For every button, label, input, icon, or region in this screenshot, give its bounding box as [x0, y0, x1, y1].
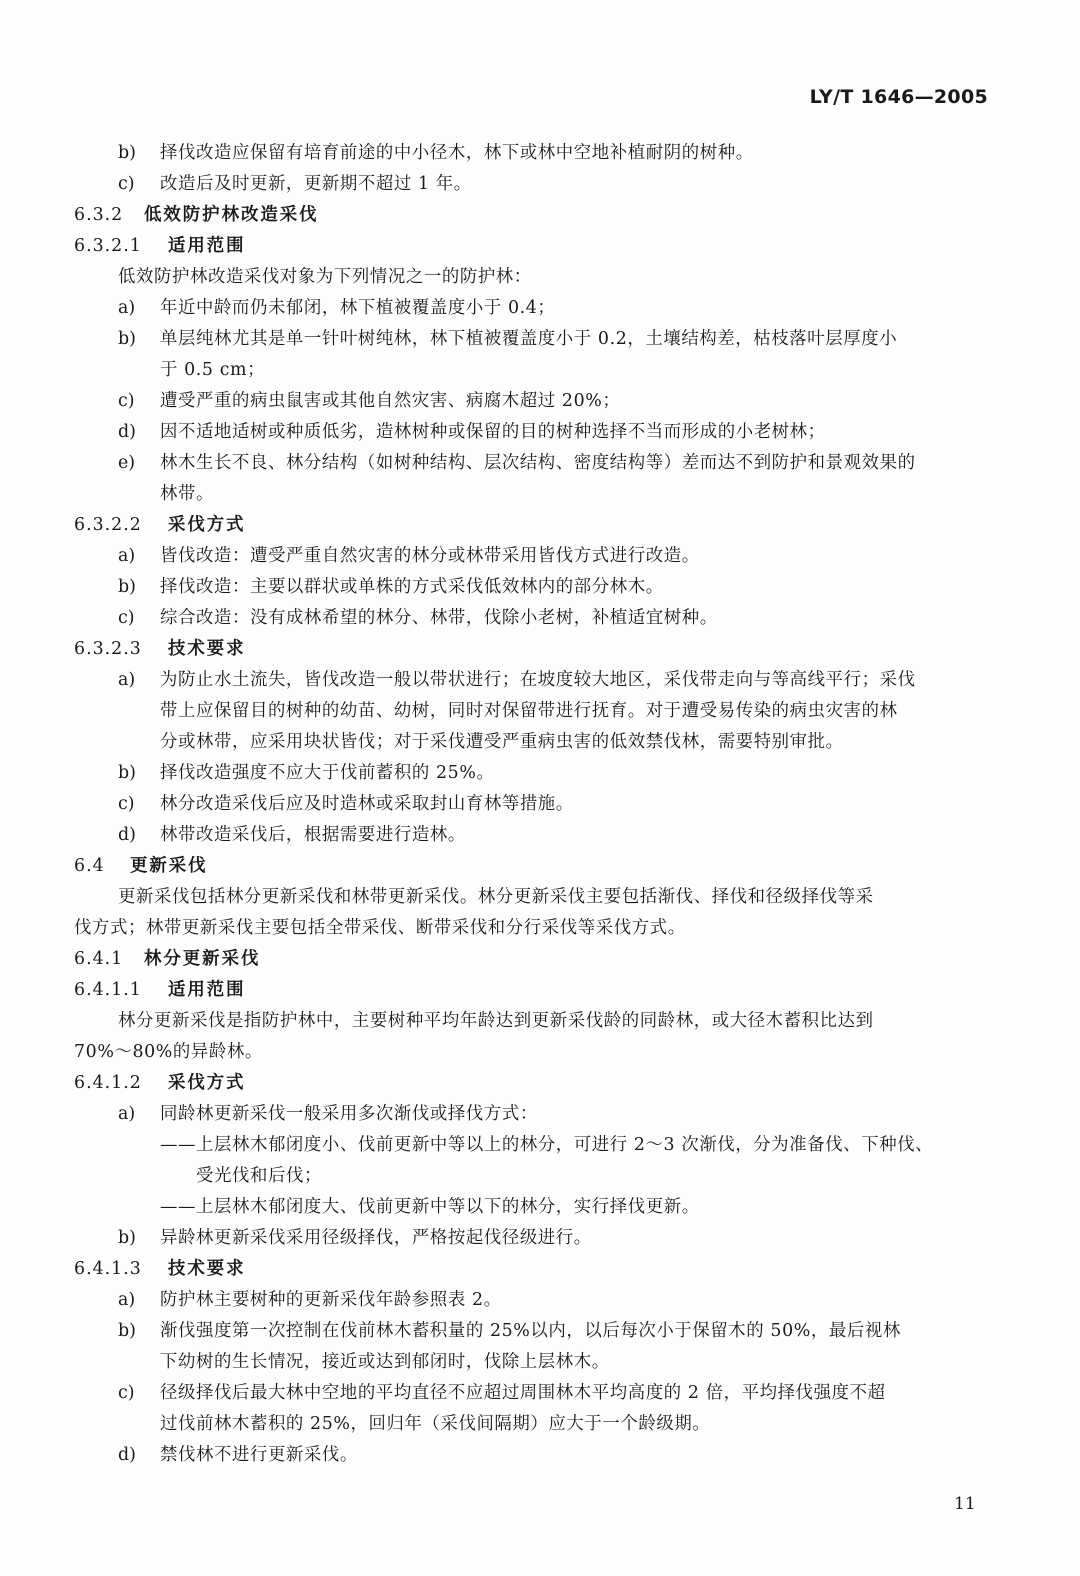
- section-heading: [72, 1254, 988, 1285]
- list-item-text: 单层纯林尤其是单一针叶树纯林，林下植被覆盖度小于 0.2，土壤结构差，枯枝落叶层厚度小: [160, 329, 898, 349]
- list-marker: a): [118, 670, 136, 690]
- list-item-continuation: 林带。: [160, 484, 214, 504]
- list-item: [72, 603, 988, 634]
- list-item-continuation: 于 0.5 cm；: [160, 360, 266, 380]
- paragraph-line: 更新采伐包括林分更新采伐和林带更新采伐。林分更新采伐主要包括渐伐、择伐和径级择伐等采: [118, 887, 874, 907]
- list-marker: e): [118, 453, 136, 473]
- section-heading: [72, 1068, 988, 1099]
- list-item-text: 为防止水土流失，皆伐改造一般以带状进行；在坡度较大地区，采伐带走向与等高线平行；采伐: [160, 670, 916, 690]
- section-number: 6.3.2.3: [74, 639, 142, 659]
- list-item: [72, 293, 988, 324]
- list-marker: c): [118, 608, 135, 628]
- list-item: [72, 448, 988, 479]
- list-marker: b): [118, 329, 136, 349]
- list-item: [72, 1316, 988, 1347]
- section-title: 采伐方式: [168, 515, 246, 535]
- section-title: 适用范围: [168, 236, 246, 256]
- list-item: [72, 386, 988, 417]
- list-item: [72, 1440, 988, 1471]
- list-item: [72, 572, 988, 603]
- list-marker: b): [118, 577, 136, 597]
- list-item-continuation: 带上应保留目的树种的幼苗、幼树，同时对保留带进行抚育。对于遭受易传染的病虫灾害的林: [160, 701, 898, 721]
- list-marker: b): [118, 1228, 136, 1248]
- list-item-text: 遭受严重的病虫鼠害或其他自然灾害、病腐木超过 20%；: [160, 391, 621, 411]
- list-marker: c): [118, 1383, 135, 1403]
- section-number: 6.3.2.2: [74, 515, 142, 535]
- list-item-text: 改造后及时更新，更新期不超过 1 年。: [160, 174, 472, 194]
- list-marker: a): [118, 1290, 136, 1310]
- paragraph-line: 林分更新采伐是指防护林中，主要树种平均年龄达到更新采伐龄的同龄林，或大径木蓄积比达到: [118, 1011, 874, 1031]
- list-item: [72, 1285, 988, 1316]
- list-marker: a): [118, 1104, 136, 1124]
- document-body: [72, 138, 988, 1471]
- list-item-text: 径级择伐后最大林中空地的平均直径不应超过周围林木平均高度的 2 倍，平均择伐强度不超: [160, 1383, 886, 1403]
- section-number: 6.4.1.1: [74, 980, 142, 1000]
- list-item-text: 皆伐改造：遭受严重自然灾害的林分或林带采用皆伐方式进行改造。: [160, 546, 700, 566]
- list-marker: c): [118, 391, 135, 411]
- list-item-text: 因不适地适树或种质低劣，造林树种或保留的目的树种选择不当而形成的小老树林；: [160, 422, 826, 442]
- section-number: 6.4.1: [74, 949, 124, 969]
- list-item: [72, 789, 988, 820]
- section-title: 更新采伐: [130, 856, 208, 876]
- list-item: [72, 541, 988, 572]
- section-heading: [72, 944, 988, 975]
- list-item-text: 择伐改造强度不应大于伐前蓄积的 25%。: [160, 763, 495, 783]
- list-item: [72, 1378, 988, 1409]
- list-item-text: 林带改造采伐后，根据需要进行造林。: [160, 825, 466, 845]
- list-item: [72, 1223, 988, 1254]
- list-item-continuation: 过伐前林木蓄积的 25%，回归年（采伐间隔期）应大于一个龄级期。: [160, 1414, 711, 1434]
- page-number: 11: [954, 1494, 976, 1514]
- list-item: [72, 417, 988, 448]
- list-marker: b): [118, 143, 136, 163]
- section-number: 6.4.1.3: [74, 1259, 142, 1279]
- dash-item-continuation: 受光伐和后伐；: [196, 1166, 322, 1186]
- list-item-text: 异龄林更新采伐采用径级择伐，严格按起伐径级进行。: [160, 1228, 592, 1248]
- section-number: 6.3.2.1: [74, 236, 142, 256]
- list-marker: a): [118, 546, 136, 566]
- list-item-text: 年近中龄而仍未郁闭，林下植被覆盖度小于 0.4；: [160, 298, 556, 318]
- section-number: 6.3.2: [74, 205, 124, 225]
- section-heading: [72, 231, 988, 262]
- section-heading: [72, 975, 988, 1006]
- section-heading: [72, 851, 988, 882]
- list-marker: c): [118, 794, 135, 814]
- section-title: 技术要求: [168, 639, 246, 659]
- section-heading: [72, 200, 988, 231]
- section-number: 6.4.1.2: [74, 1073, 142, 1093]
- list-item-text: 渐伐强度第一次控制在伐前林木蓄积量的 25%以内，以后每次小于保留木的 50%，最后视林: [160, 1321, 901, 1341]
- list-marker: d): [118, 422, 136, 442]
- section-title: 采伐方式: [168, 1073, 246, 1093]
- section-title: 适用范围: [168, 980, 246, 1000]
- list-marker: c): [118, 174, 135, 194]
- section-heading: [72, 634, 988, 665]
- section-title: 技术要求: [168, 1259, 246, 1279]
- paragraph-line: 低效防护林改造采伐对象为下列情况之一的防护林：: [118, 267, 532, 287]
- list-item: [72, 820, 988, 851]
- list-item-text: 林分改造采伐后应及时造林或采取封山育林等措施。: [160, 794, 574, 814]
- list-item: [72, 758, 988, 789]
- section-number: 6.4: [74, 856, 105, 876]
- section-title: 低效防护林改造采伐: [144, 205, 319, 225]
- list-item-text: 择伐改造：主要以群状或单株的方式采伐低效林内的部分林木。: [160, 577, 664, 597]
- list-item-text: 防护林主要树种的更新采伐年龄参照表 2。: [160, 1290, 502, 1310]
- list-marker: d): [118, 825, 136, 845]
- list-item: [72, 169, 988, 200]
- section-heading: [72, 510, 988, 541]
- paragraph-line: 伐方式；林带更新采伐主要包括全带采伐、断带采伐和分行采伐等采伐方式。: [74, 918, 686, 938]
- section-title: 林分更新采伐: [144, 949, 261, 969]
- list-item: [72, 665, 988, 696]
- paragraph-line: 70%～80%的异龄林。: [74, 1042, 263, 1062]
- dash-item: ——上层林木郁闭度大、伐前更新中等以下的林分，实行择伐更新。: [160, 1197, 700, 1217]
- list-marker: b): [118, 763, 136, 783]
- list-item-text: 林木生长不良、林分结构（如树种结构、层次结构、密度结构等）差而达不到防护和景观效果的: [160, 453, 916, 473]
- list-marker: b): [118, 1321, 136, 1341]
- list-item-text: 择伐改造应保留有培育前途的中小径木，林下或林中空地补植耐阴的树种。: [160, 143, 754, 163]
- list-item-text: 同龄林更新采伐一般采用多次渐伐或择伐方式：: [160, 1104, 538, 1124]
- list-marker: d): [118, 1445, 136, 1465]
- list-item-text: 禁伐林不进行更新采伐。: [160, 1445, 358, 1465]
- list-item: [72, 1099, 988, 1130]
- list-item-continuation: 分或林带，应采用块状皆伐；对于采伐遭受严重病虫害的低效禁伐林，需要特别审批。: [160, 732, 844, 752]
- standard-code: LY/T 1646—2005: [809, 86, 988, 108]
- list-item: [72, 324, 988, 355]
- list-item-text: 综合改造：没有成林希望的林分、林带，伐除小老树，补植适宜树种。: [160, 608, 718, 628]
- list-marker: a): [118, 298, 136, 318]
- list-item-continuation: 下幼树的生长情况，接近或达到郁闭时，伐除上层林木。: [160, 1352, 610, 1372]
- dash-item: ——上层林木郁闭度小、伐前更新中等以上的林分，可进行 2～3 次渐伐，分为准备伐、下种伐、: [160, 1135, 934, 1155]
- list-item: [72, 138, 988, 169]
